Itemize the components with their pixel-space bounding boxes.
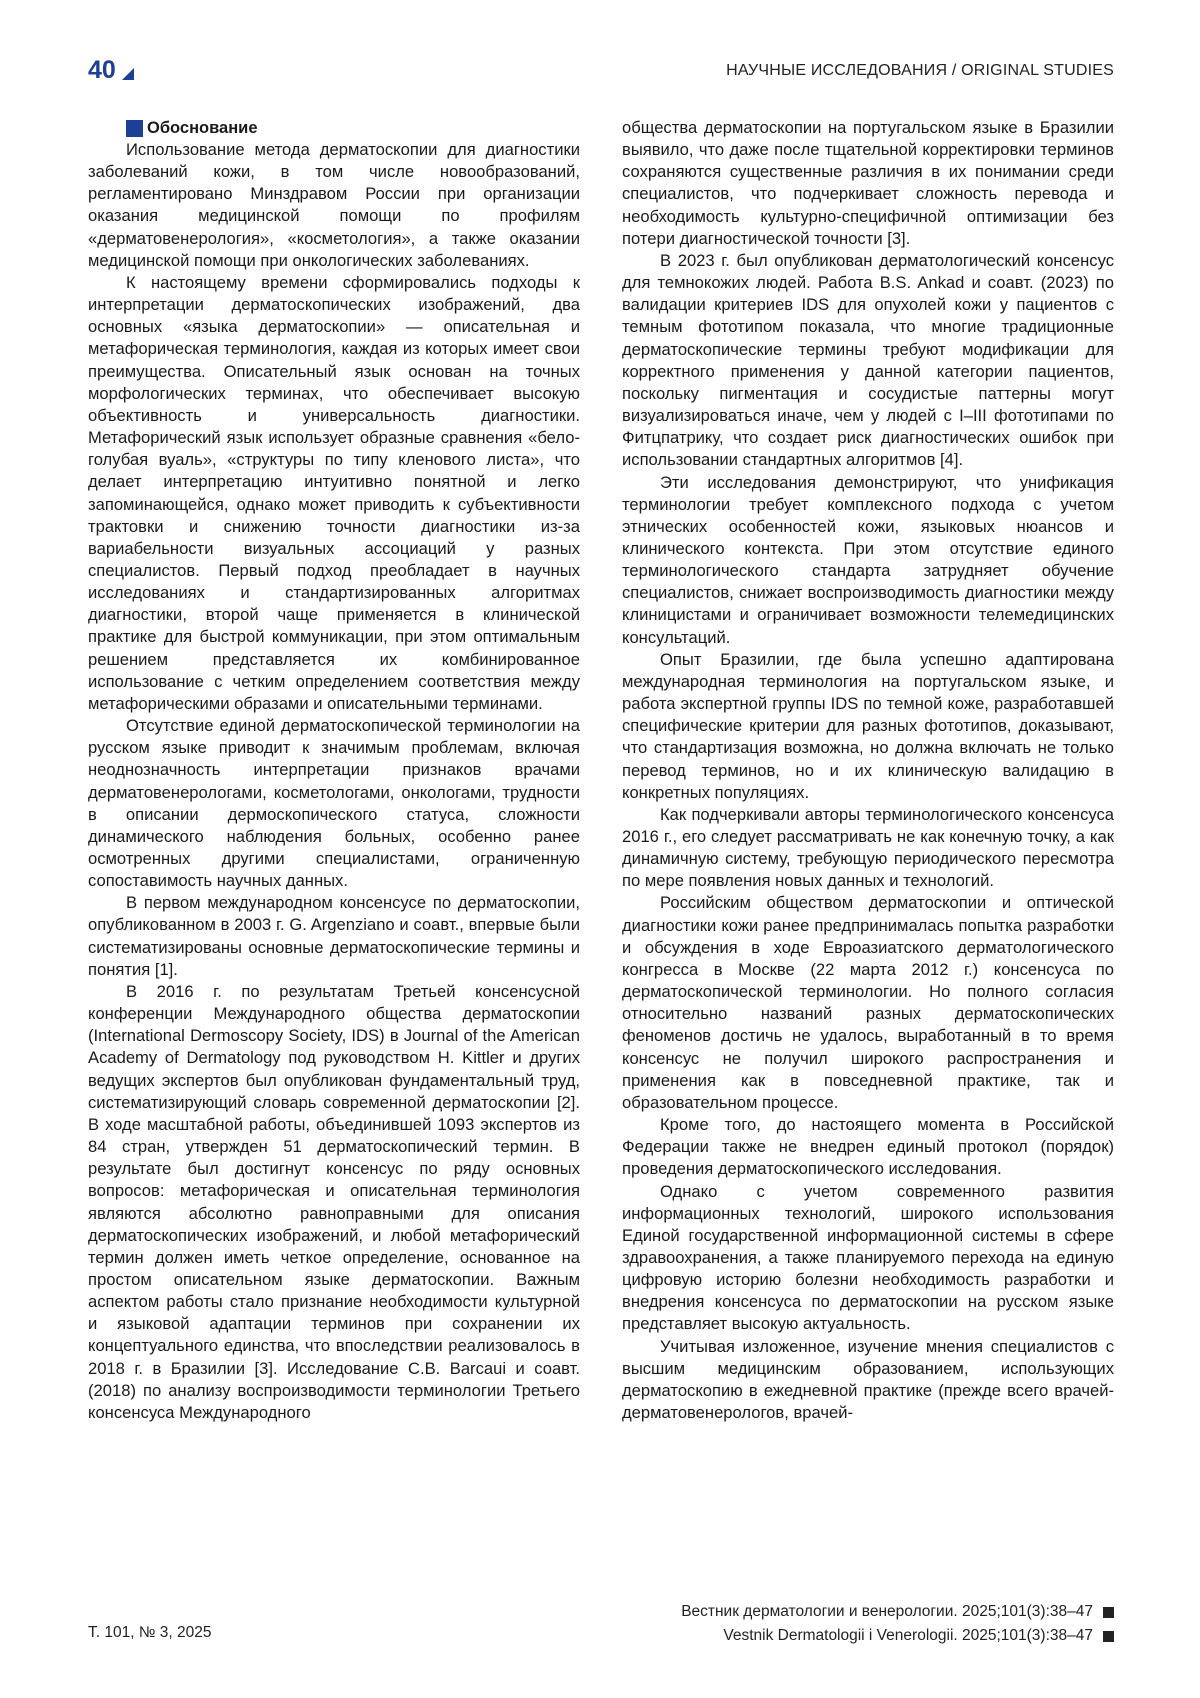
journal-citation-en-row [681, 1624, 1114, 1648]
paragraph: Отсутствие единой дерматоскопической терминологии на русском языке приводит к значимым проблемам, включая неоднозначность интерпретации признаков врачами дерматовенерологами, косметологами, онкологами, трудности в описании дермоскопического статуса, сложности динамического наблюдения больных, особенно ранее осмотренных другими специалистами, ограниченную сопоставимость научных данных. [88, 716, 580, 891]
journal-citation-en: Vestnik Dermatologii i Venerologii. 2025;101(3):38–47 [723, 1627, 1093, 1644]
paragraph: К настоящему времени сформировались подходы к интерпретации дерматоскопических изображений, два основных «языка дерматоскопии» — описательная и метафорическая терминология, каждая из которых имеет свои преимущества. Описательный язык основан на точных морфологических терминах, что обеспечивает высокую объективность и универсальность диагностики. Метафорический язык использует образные сравнения «бело-голубая вуаль», «структуры по типу кленового листа», что делает интерпретацию интуитивно понятной и легко запоминающейся, однако может приводить к субъективности трактовки и снижению точности диагностики из-за вариабельности визуальных ассоциаций у разных специалистов. Первый подход преобладает в научных исследованиях и стандартизированных алгоритмах диагностики, второй чаще применяется в клинической практике для быстрой коммуникации, при этом оптимальным решением представляется их комбинированное использование с четким определением соответствия между метафорическими образами и описательными терминами. [88, 272, 580, 713]
paragraph: Однако с учетом современного развития информационных технологий, широкого использования Единой государственной информационной системы в сфере здравоохранения, а также планируемого перехода на единую цифровую историю болезни необходимость разработки и внедрения консенсуса по дерматоскопии на русском языке представляет высокую актуальность. [622, 1181, 1114, 1334]
paragraph: Опыт Бразилии, где была успешно адаптирована международная терминология на португальском языке, и работа экспертной группы IDS по темной коже, разработавшей специфические критерии для разных фототипов, доказывают, что стандартизация возможна, но должна включать не только перевод терминов, но и их клиническую валидацию в конкретных популяциях. [622, 649, 1114, 802]
paragraph-continuation: общества дерматоскопии на португальском языке в Бразилии выявило, что даже после тщательной корректировки терминов сохраняются существенные различия в их понимании среди специалистов, что подчеркивает сложность перевода и необходимость культурно-специфичной оптимизации без потери диагностической точности [3]. [622, 118, 1114, 248]
article-body [88, 117, 1114, 1597]
section-title: Обоснование [147, 119, 258, 137]
page-number [88, 56, 134, 85]
paragraph: Учитывая изложенное, изучение мнения специалистов с высшим медицинским образованием, использующих дерматоскопию в ежедневной практике (прежде всего врачей-дерматовенерологов, врачей- [622, 1336, 1114, 1423]
journal-citation-ru: Вестник дерматологии и венерологии. 2025;101(3):38–47 [681, 1603, 1093, 1620]
paragraph: Использование метода дерматоскопии для диагностики заболеваний кожи, в том числе новообразований, регламентировано Минздравом России при организации оказания медицинской помощи по профилям «дерматовенерология», «косметология», а также оказании медицинской помощи при онкологических заболеваниях. [88, 140, 580, 270]
paragraph: Как подчеркивали авторы терминологического консенсуса 2016 г., его следует рассматривать не как конечную точку, а как динамичную систему, требующую периодического пересмотра по мере появления новых данных и технологий. [622, 804, 1114, 891]
paragraph: В первом международном консенсусе по дерматоскопии, опубликованном в 2003 г. G. Argenziano и соавт., впервые были систематизированы основные дерматоскопические термины и понятия [1]. [88, 893, 580, 979]
section-heading [126, 117, 580, 139]
paragraph: В 2023 г. был опубликован дерматологический консенсус для темнокожих людей. Работа B.S. Ankad и соавт. (2023) по валидации критериев IDS для опухолей кожи у пациентов с темным фототипом показала, что многие традиционные дерматоскопические термины требуют модификации для корректного применения у данной категории пациентов, поскольку пигментация и сосудистые паттерны могут визуализироваться иначе, чем у людей с I–III фототипами по Фитцпатрику, что создает риск диагностических ошибок при использовании стандартных алгоритмов [4]. [622, 250, 1114, 470]
corner-triangle-icon [122, 68, 134, 80]
page-number-text: 40 [88, 56, 116, 84]
paragraph: В 2016 г. по результатам Третьей консенсусной конференции Международного общества дерматоскопии (International Dermoscopy Society, IDS) в Journal of the American Academy of Dermatology под руководством H. Kittler и других ведущих экспертов был опубликован фундаментальный труд, систематизирующий словарь современной дерматоскопии [2]. В ходе масштабной работы, объединившей 1093 экспертов из 84 стран, утвержден 51 дерматоскопический термин. В результате был достигнут консенсус по ряду основных вопросов: метафорическая и описательная терминология являются абсолютно равноправными для описания дерматоскопических изображений, и любой метафорический термин должен иметь четкое определение, основанное на простом описательном языке дерматоскопии. Важным аспектом работы стало признание необходимости культурной и языковой адаптации терминов при сохранении их концептуального единства, что впоследствии реализовалось в 2018 г. в Бразилии [3]. Исследование C.B. Barcaui и соавт. (2018) по анализу воспроизводимости терминологии Третьего консенсуса Международного [88, 981, 580, 1422]
square-marker-icon [1103, 1631, 1114, 1642]
running-title: НАУЧНЫЕ ИССЛЕДОВАНИЯ / ORIGINAL STUDIES [726, 62, 1114, 79]
journal-citation [681, 1600, 1114, 1648]
left-column [88, 117, 580, 1597]
paragraph: Российским обществом дерматоскопии и оптической диагностики кожи ранее предпринималась попытка разработки и обсуждения в ходе Евроазиатского дерматологического конгресса в Москве (22 марта 2012 г.) консенсуса по дерматоскопической терминологии. Но полного согласия относительно названий разных дерматоскопических феноменов достичь не удалось, выработанный в то время консенсус не получил широкого распространения и применения как в повседневной практике, так и образовательном процессе. [622, 893, 1114, 1112]
paragraph: Эти исследования демонстрируют, что унификация терминологии требует комплексного подхода с учетом этнических особенностей кожи, языковых нюансов и клинического контекста. При этом отсутствие единого терминологического стандарта затрудняет обучение специалистов, снижает воспроизводимость диагностики между клиницистами и ограничивает возможности телемедицинских консультаций. [622, 472, 1114, 647]
square-bullet-icon [126, 120, 143, 137]
volume-issue: Т. 101, № 3, 2025 [88, 1624, 212, 1641]
paragraph: Кроме того, до настоящего момента в Российской Федерации также не внедрен единый протокол (порядок) проведения дерматоскопического исследования. [622, 1115, 1114, 1179]
square-marker-icon [1103, 1607, 1114, 1618]
right-column [622, 117, 1114, 1597]
journal-citation-ru-row [681, 1600, 1114, 1624]
